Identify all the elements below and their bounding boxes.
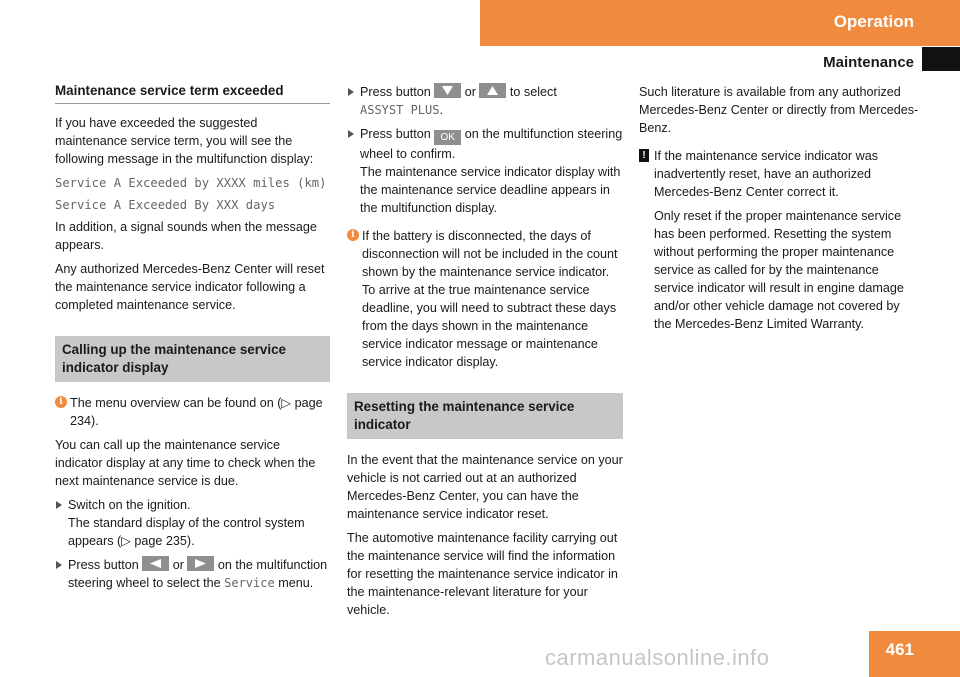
step-result-text: The maintenance service indicator display with the maintenance service deadline appears in the multifunction display. bbox=[360, 165, 621, 215]
signal-paragraph: In addition, a signal sounds when the message appears. bbox=[55, 220, 317, 252]
warning-text-2: Only reset if the proper maintenance service has been performed. Resetting the system without performing the proper maintenance service as called for by the maintenance service indicator will result in engine damage and/or other vehicle damage not covered by the Mercedes-Benz Limited Warranty. bbox=[654, 209, 904, 331]
section-title: Operation bbox=[833, 12, 914, 31]
step-text: or bbox=[464, 85, 476, 99]
step-text: menu. bbox=[278, 576, 314, 590]
warning-icon: ! bbox=[639, 149, 649, 162]
step-text: on the multifunction steering wheel to select the bbox=[68, 558, 328, 590]
heading-service-term-exceeded: Maintenance service term exceeded bbox=[55, 82, 330, 104]
ok-button-icon: OK bbox=[434, 130, 461, 145]
step-text: Press button bbox=[360, 127, 431, 141]
menu-name-code: Service bbox=[224, 576, 275, 590]
display-message-miles: Service A Exceeded by XXXX miles (km) bbox=[55, 176, 327, 190]
page-number-tab bbox=[869, 631, 960, 677]
intro-paragraph: If you have exceeded the suggested maintenance service term, you will see the following message in the multifunction display: bbox=[55, 116, 314, 166]
literature-paragraph: Such literature is available from any authorized Mercedes-Benz Center or directly from Mercedes-Benz. bbox=[639, 85, 919, 135]
reset-paragraph: Any authorized Mercedes-Benz Center will reset the maintenance service indicator following a completed maintenance service. bbox=[55, 262, 325, 312]
up-arrow-icon bbox=[479, 83, 506, 98]
step-text: to select bbox=[509, 85, 557, 99]
info-note-text: The menu overview can be found on (▷ page 234). bbox=[70, 396, 323, 428]
thumb-marker bbox=[922, 47, 960, 71]
left-arrow-icon bbox=[142, 556, 169, 571]
watermark: carmanualsonline.info bbox=[545, 645, 770, 670]
heading-calling-up: Calling up the maintenance service indicator display bbox=[55, 336, 330, 382]
step-confirm-ok bbox=[347, 125, 623, 217]
step-result-text: The standard display of the control system appears (▷ page 235). bbox=[68, 516, 305, 548]
info-icon: i bbox=[347, 229, 359, 241]
step-text: on the multifunction steering wheel to confirm. bbox=[360, 127, 623, 161]
column-3 bbox=[639, 83, 919, 339]
callup-paragraph: You can call up the maintenance service indicator display at any time to check when the next maintenance service is due. bbox=[55, 438, 316, 488]
column-2 bbox=[347, 83, 623, 625]
step-select-assyst-plus bbox=[347, 83, 623, 119]
display-message-days: Service A Exceeded By XXX days bbox=[55, 198, 276, 212]
step-select-service-menu bbox=[55, 556, 330, 592]
step-text: . bbox=[439, 103, 443, 117]
page-number: 461 bbox=[885, 640, 914, 659]
info-note-battery bbox=[347, 227, 623, 371]
step-text: Switch on the ignition. bbox=[68, 498, 191, 512]
down-arrow-icon bbox=[434, 83, 461, 98]
step-switch-ignition bbox=[55, 496, 330, 550]
column-1 bbox=[55, 82, 330, 598]
info-note-text: If the battery is disconnected, the days of disconnection will not be included in the count shown by the maintenance service indicator. To arrive at the true maintenance service deadline, you will need to subtract these days from the days shown in the maintenance service indicator message or maintenance service indicator display. bbox=[362, 229, 618, 369]
warning-note bbox=[639, 147, 919, 201]
heading-resetting: Resetting the maintenance service indicator bbox=[347, 393, 623, 439]
step-text: or bbox=[172, 558, 184, 572]
right-arrow-icon bbox=[187, 556, 214, 571]
reset-paragraph-2: The automotive maintenance facility carrying out the maintenance service will find the information for resetting the maintenance service indicator in the maintenance-relevant literature for your vehicle. bbox=[347, 531, 618, 617]
info-note-menu bbox=[55, 394, 330, 430]
warning-text-1: If the maintenance service indicator was inadvertently reset, have an authorized Mercedes-Benz Center correct it. bbox=[654, 149, 879, 199]
info-icon: i bbox=[55, 396, 67, 408]
step-text: Press button bbox=[68, 558, 139, 572]
reset-paragraph-1: In the event that the maintenance service on your vehicle is not carried out at an authorized Mercedes-Benz Center, you can have the maintenance service indicator reset. bbox=[347, 453, 623, 521]
menu-name-code: ASSYST PLUS bbox=[360, 103, 440, 117]
step-text: Press button bbox=[360, 85, 431, 99]
subsection-title: Maintenance bbox=[823, 54, 914, 71]
